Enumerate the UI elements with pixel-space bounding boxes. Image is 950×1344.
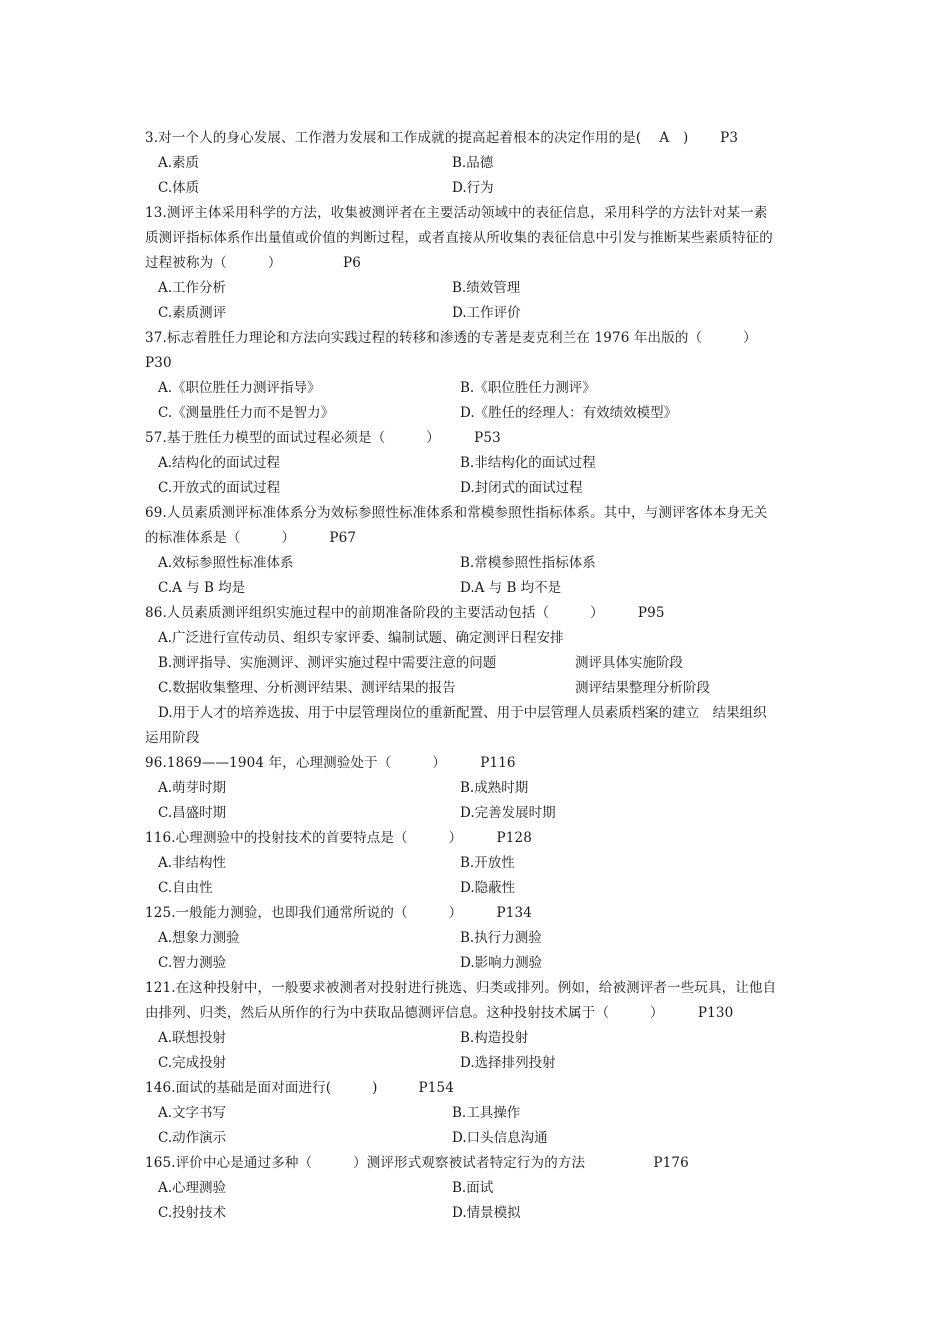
option-row [145, 951, 813, 976]
option-d: D.A 与 B 均不是 [460, 580, 562, 596]
option-row [145, 176, 813, 201]
option-text: A.广泛进行宣传动员、组织专家评委、编制试题、确定测评日程安排 [158, 630, 564, 646]
option-c: C.素质测评 [158, 305, 227, 321]
option-c: C.完成投射 [158, 1055, 227, 1071]
question-item [145, 501, 813, 601]
option-c [145, 676, 813, 701]
question-item [145, 426, 813, 501]
option-b: B.成熟时期 [460, 780, 529, 796]
question-text: 96.1869——1904 年，心理测验处于（ ） P116 [145, 755, 516, 771]
option-a: A.联想投射 [158, 1030, 227, 1046]
option-b [145, 651, 813, 676]
option-a: A.想象力测验 [158, 930, 240, 946]
option-a: A.非结构性 [158, 855, 227, 871]
question-text: 3.对一个人的身心发展、工作潜力发展和工作成就的提高起着根本的决定作用的是( A ) P3 [145, 130, 739, 146]
option-d: D.选择排列投射 [460, 1055, 556, 1071]
question-item [145, 326, 813, 426]
option-row [145, 301, 813, 326]
option-row [145, 576, 813, 601]
option-row [145, 551, 813, 576]
option-text: D.用于人才的培养选拔、用于中层管理岗位的重新配置、用于中层管理人员素质档案的建立 结果组织 [158, 705, 767, 721]
question-text: 的标准体系是（ ） P67 [145, 530, 357, 546]
question-list [145, 126, 813, 1226]
option-b: B.工具操作 [452, 1105, 521, 1121]
question-text: 质测评指标体系作出量值或价值的判断过程，或者直接从所收集的表征信息中引发与推断某些素质特征的 [145, 230, 773, 246]
question-item [145, 126, 813, 201]
option-b: B.《职位胜任力测评》 [460, 380, 596, 396]
option-d: D.情景模拟 [452, 1205, 521, 1221]
question-text: 146.面试的基础是面对面进行( ) P154 [145, 1080, 454, 1096]
option-row [145, 476, 813, 501]
option-row [145, 801, 813, 826]
question-item [145, 976, 813, 1076]
option-c: C.开放式的面试过程 [158, 480, 281, 496]
question-item [145, 1076, 813, 1151]
option-a: A.萌芽时期 [158, 780, 227, 796]
option-row [145, 776, 813, 801]
option-row [145, 151, 813, 176]
option-a: A.素质 [158, 155, 200, 171]
option-b: B.品德 [452, 155, 494, 171]
question-item [145, 751, 813, 826]
option-d: D.隐蔽性 [460, 880, 516, 896]
option-a [145, 626, 813, 651]
option-text: C.数据收集整理、分析测评结果、测评结果的报告 [158, 680, 456, 696]
option-row [145, 1026, 813, 1051]
option-row [145, 451, 813, 476]
question-text: 86.人员素质测评组织实施过程中的前期准备阶段的主要活动包括（ ） P95 [145, 605, 665, 621]
option-b: B.绩效管理 [452, 280, 521, 296]
option-a: A.结构化的面试过程 [158, 455, 281, 471]
option-b: B.构造投射 [460, 1030, 529, 1046]
option-d: D.口头信息沟通 [452, 1130, 548, 1146]
option-row [145, 401, 813, 426]
question-text: 69.人员素质测评标准体系分为效标参照性标准体系和常模参照性指标体系。其中，与测评客体本身无关 [145, 505, 768, 521]
question-item [145, 826, 813, 901]
option-row [145, 1176, 813, 1201]
question-text: 116.心理测验中的投射技术的首要特点是（ ） P128 [145, 830, 532, 846]
question-page-ref: P30 [145, 355, 172, 371]
option-row [145, 1051, 813, 1076]
option-a: A.心理测验 [158, 1180, 227, 1196]
option-row [145, 851, 813, 876]
question-text: 过程被称为（ ） P6 [145, 255, 361, 271]
option-a: A.工作分析 [158, 280, 227, 296]
option-row [145, 376, 813, 401]
option-d: D.影响力测验 [460, 955, 543, 971]
option-b: B.常模参照性指标体系 [460, 555, 596, 571]
option-row [145, 926, 813, 951]
option-b: B.非结构化的面试过程 [460, 455, 596, 471]
option-d: D.行为 [452, 180, 494, 196]
option-c: C.动作演示 [158, 1130, 227, 1146]
option-d: D.封闭式的面试过程 [460, 480, 583, 496]
option-b: B.开放性 [460, 855, 515, 871]
option-stage-label: 测评结果整理分析阶段 [575, 680, 710, 696]
option-row [145, 1101, 813, 1126]
option-c: C.昌盛时期 [158, 805, 227, 821]
question-item [145, 901, 813, 976]
question-item [145, 1151, 813, 1226]
option-b: B.执行力测验 [460, 930, 542, 946]
option-c: C.智力测验 [158, 955, 227, 971]
option-d [145, 701, 813, 726]
option-stage-label: 测评具体实施阶段 [575, 655, 683, 671]
option-row [145, 276, 813, 301]
option-a: A.效标参照性标准体系 [158, 555, 294, 571]
question-text: 由排列、归类，然后从所作的行为中获取品德测评信息。这种投射技术属于（ ） P130 [145, 1005, 734, 1021]
question-text: 125.一般能力测验，也即我们通常所说的（ ） P134 [145, 905, 532, 921]
question-text: 37.标志着胜任力理论和方法向实践过程的转移和渗透的专著是麦克利兰在 1976 年出版的（ ） [145, 330, 757, 346]
option-d: D.《胜任的经理人：有效绩效模型》 [460, 405, 678, 421]
question-text: 121.在这种投射中，一般要求被测者对投射进行挑选、归类或排列。例如，给被测评者一些玩具，让他自 [145, 980, 777, 996]
option-c: C.投射技术 [158, 1205, 227, 1221]
option-row [145, 1201, 813, 1226]
option-d-continuation: 运用阶段 [145, 730, 200, 746]
option-c: C.《测量胜任力而不是智力》 [158, 405, 335, 421]
question-item [145, 601, 813, 751]
question-text: 57.基于胜任力模型的面试过程必须是（ ） P53 [145, 430, 501, 446]
question-text: 165.评价中心是通过多种（ ）测评形式观察被试者特定行为的方法 P176 [145, 1155, 689, 1171]
option-d: D.工作评价 [452, 305, 521, 321]
option-row [145, 1126, 813, 1151]
option-d: D.完善发展时期 [460, 805, 556, 821]
option-text: B.测评指导、实施测评、测评实施过程中需要注意的问题 [158, 655, 497, 671]
option-b: B.面试 [452, 1180, 494, 1196]
option-a: A.《职位胜任力测评指导》 [158, 380, 321, 396]
option-row [145, 876, 813, 901]
question-text: 13.测评主体采用科学的方法，收集被测评者在主要活动领域中的表征信息，采用科学的方法针对某一素 [145, 205, 768, 221]
option-a: A.文字书写 [158, 1105, 227, 1121]
question-item [145, 201, 813, 326]
option-c: C.自由性 [158, 880, 213, 896]
option-c: C.体质 [158, 180, 200, 196]
option-c: C.A 与 B 均是 [158, 580, 246, 596]
